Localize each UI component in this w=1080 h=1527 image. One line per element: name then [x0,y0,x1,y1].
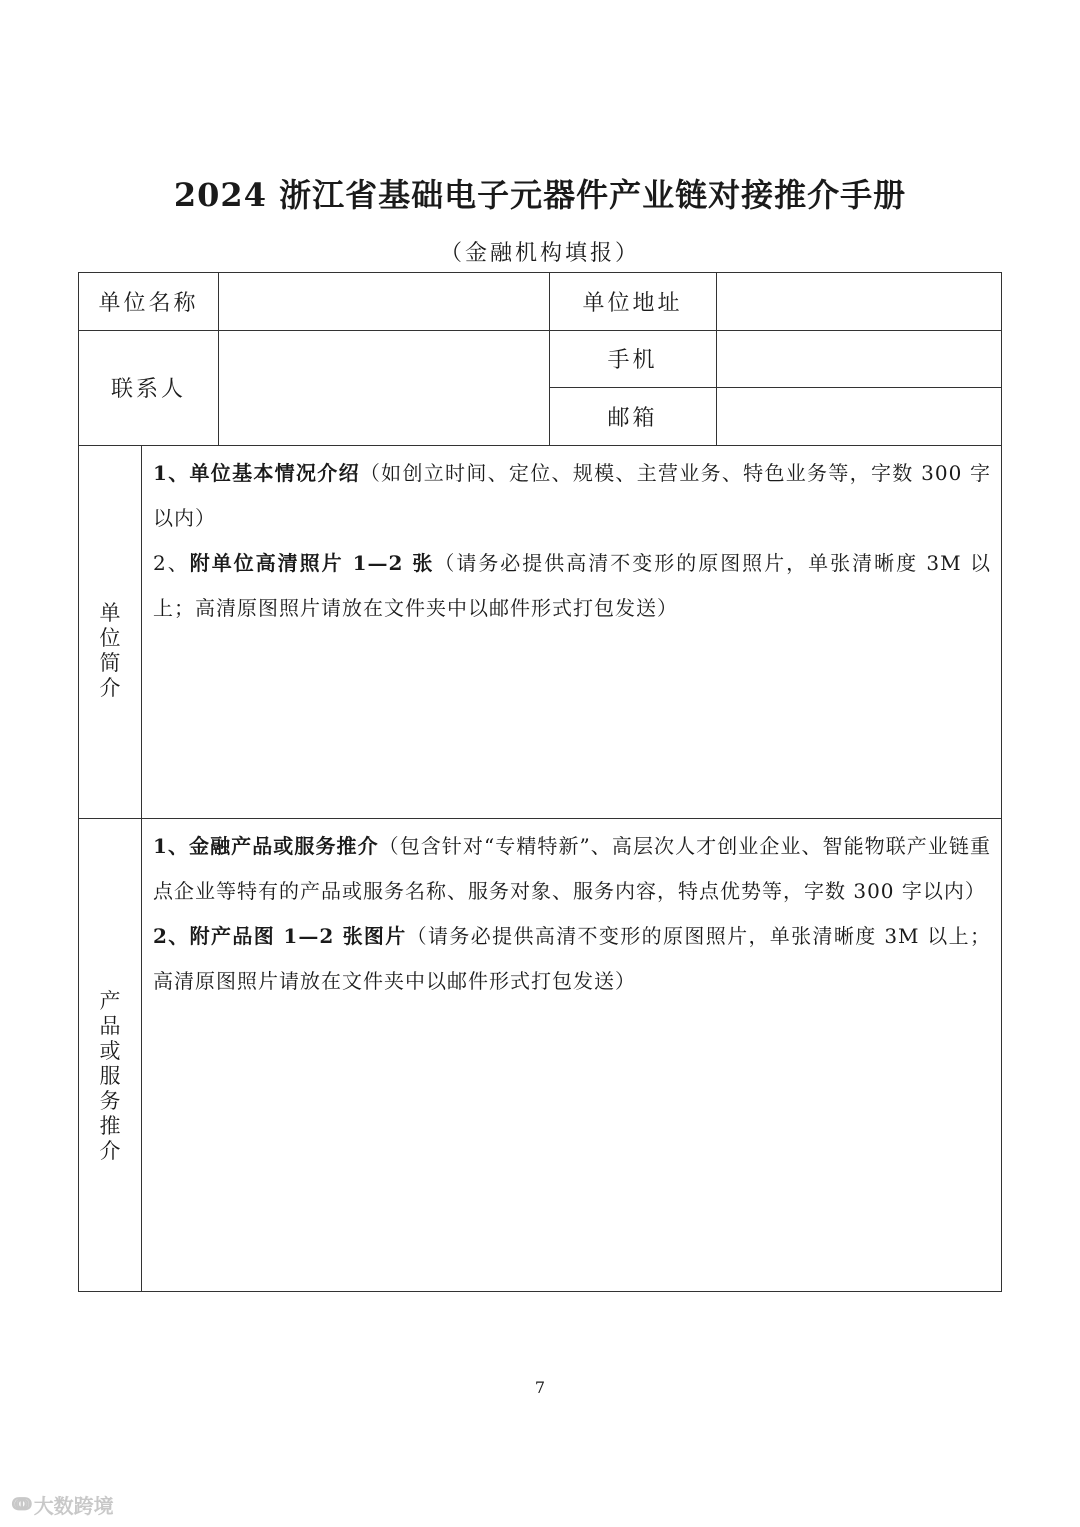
unit-intro-item2-prefix: 2、 [153,551,190,575]
product-item1-heading: 1、金融产品或服务推介 [153,834,379,858]
email-label: 邮箱 [607,405,658,431]
unit-intro-instructions[interactable] [153,451,991,631]
unit-intro-item1-text: （如创立时间、定位、规模、主营业务、特色业务等，字数 300 字以内） [153,461,992,530]
unit-intro-item2-heading: 附单位高清照片 1—2 张 [189,551,435,575]
product-service-instructions[interactable] [153,824,991,1004]
contact-field[interactable] [219,330,549,445]
phone-field[interactable] [717,330,1001,387]
watermark-logo-icon: ↈ [12,1494,30,1515]
email-field[interactable] [717,387,1001,445]
page-title: 2024 浙江省基础电子元器件产业链对接推介手册 [173,176,907,214]
unit-intro-label: 单位简介 [99,601,121,700]
unit-name-field[interactable] [219,273,549,330]
product-item2-text: （请务必提供高清不变形的原图照片，单张清晰度 3M 以上；高清原图照片请放在文件夹中以邮件形式打包发送） [153,924,991,993]
product-item2-heading: 2、附产品图 1—2 张图片 [153,924,407,948]
page-subtitle: （金融机构填报） [439,241,640,266]
unit-address-label: 单位地址 [582,291,683,316]
page-number: 7 [534,1378,546,1397]
unit-address-field[interactable] [717,273,1001,330]
registration-form-table [78,272,1002,1292]
unit-name-label: 单位名称 [98,291,199,316]
unit-intro-item1-heading: 1、单位基本情况介绍 [153,461,360,485]
unit-intro-item2-text: （请务必提供高清不变形的原图照片，单张清晰度 3M 以上；高清原图照片请放在文件夹中以邮件形式打包发送） [153,551,991,620]
product-service-label: 产品或服务推介 [99,989,121,1163]
watermark: ↈ 大数跨境 [12,1494,114,1518]
contact-label: 联系人 [110,377,186,402]
phone-label: 手机 [607,348,658,373]
product-item1-text: （包含针对“专精特新”、高层次人才创业企业、智能物联产业链重点企业等特有的产品或服务名称、服务对象、服务内容，特点优势等，字数 300 字以内） [153,834,991,903]
